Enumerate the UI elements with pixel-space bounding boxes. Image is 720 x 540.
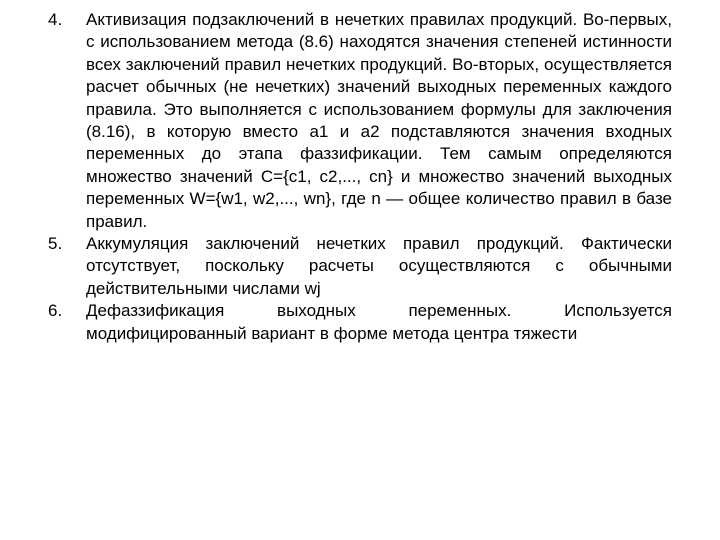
list-item-number: 5. — [48, 234, 63, 254]
list-item — [48, 9, 672, 233]
list-item-text: Дефаззификация выходных переменных. Используется модифицированный вариант в форме метода центра тяжести — [86, 301, 672, 343]
numbered-list — [48, 9, 672, 345]
list-item-text: Активизация подзаключений в нечетких правилах продукций. Во-первых, с использованием метода (8.6) находятся значения степеней истинности всех заключений правил нечетких продукций. Во-вторых, осуществляется расчет обычных (не нечетких) значений выходных переменных каждого правила. Это выполняется с использованием формулы для заключения (8.16), в которую вместо а1 и а2 подставляются значения входных переменных до этапа фаззификации. Тем самым определяются множество значений С={c1, c2,..., cn} и множество значений выходных переменных W={w1, w2,..., wn}, где n — общее количество правил в базе правил. — [86, 10, 672, 231]
list-item-number: 4. — [48, 10, 63, 29]
list-item-number: 6. — [48, 301, 63, 321]
list-item-text: Аккумуляция заключений нечетких правил продукций. Фактически отсутствует, поскольку расчеты осуществляются с обычными действительными числами wj — [86, 234, 672, 298]
list-item — [48, 233, 672, 300]
list-item — [48, 300, 672, 345]
